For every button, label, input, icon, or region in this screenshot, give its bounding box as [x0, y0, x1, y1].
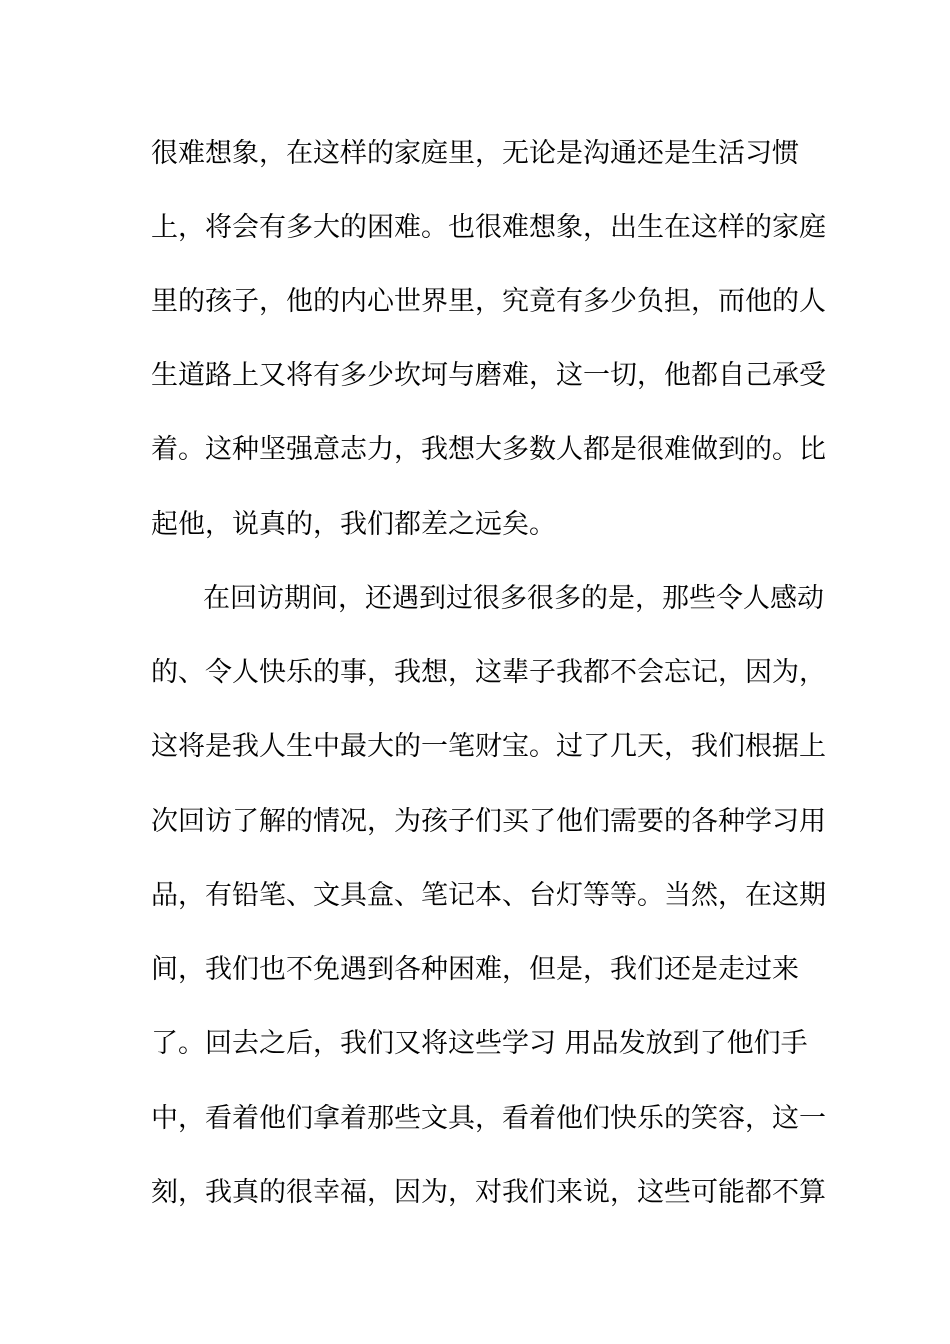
text-line-14: 中，看着他们拿着那些文具，看着他们快乐的笑容，这一	[151, 1103, 826, 1134]
text-line-10: 次回访了解的情况，为孩子们买了他们需要的各种学习用	[151, 806, 826, 837]
text-line-7: 在回访期间，还遇到过很多很多的是，那些令人感动	[203, 583, 824, 614]
text-line-3: 里的孩子，他的内心世界里，究竟有多少负担，而他的人	[151, 286, 826, 317]
text-line-9: 这将是我人生中最大的一笔财宝。过了几天，我们根据上	[151, 731, 826, 762]
text-line-4: 生道路上又将有多少坎坷与磨难，这一切，他都自己承受	[151, 360, 826, 391]
text-line-5: 着。这种坚强意志力，我想大多数人都是很难做到的。比	[151, 434, 826, 465]
text-line-2: 上，将会有多大的困难。也很难想象，出生在这样的家庭	[151, 212, 826, 243]
text-line-1: 很难想象，在这样的家庭里，无论是沟通还是生活习惯	[151, 138, 799, 169]
text-line-6: 起他，说真的，我们都差之远矣。	[151, 509, 556, 540]
text-line-12: 间，我们也不免遇到各种困难，但是，我们还是走过来	[151, 954, 799, 985]
text-line-8: 的、令人快乐的事，我想，这辈子我都不会忘记，因为，	[151, 657, 826, 688]
text-line-13: 了。回去之后，我们又将这些学习 用品发放到了他们手	[151, 1028, 808, 1059]
text-line-15: 刻，我真的很幸福，因为，对我们来说，这些可能都不算	[151, 1177, 826, 1208]
text-line-11: 品，有铅笔、文具盒、笔记本、台灯等等。当然，在这期	[151, 880, 826, 911]
